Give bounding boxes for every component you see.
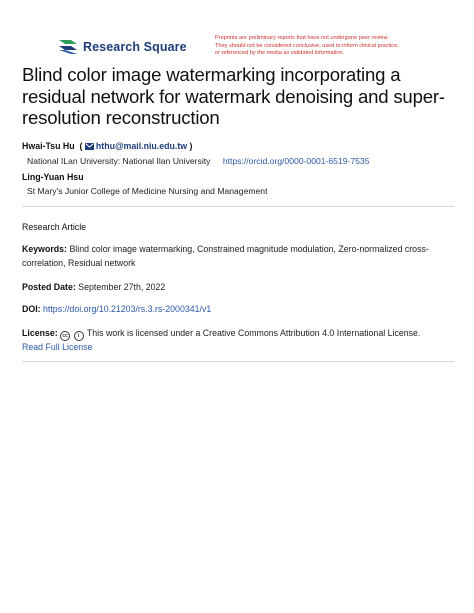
keywords-value: Blind color image watermarking, Constrained magnitude modulation, Zero-normalized cross-correlation, Residual network	[22, 244, 429, 268]
email-close-paren: )	[189, 141, 193, 151]
doi-row	[22, 303, 452, 317]
keywords-row	[22, 243, 452, 270]
doi-link[interactable]: https://doi.org/10.21203/rs.3.rs-2000341/v1	[43, 304, 212, 314]
disclaimer-line: They should not be considered conclusive, used to inform clinical practice,	[215, 42, 399, 49]
disclaimer-line: Preprints are preliminary reports that have not undergone peer review.	[215, 35, 389, 41]
orcid-link[interactable]: https://orcid.org/0000-0001-6519-7535	[222, 156, 370, 166]
posted-date-row	[22, 281, 452, 295]
license-text: This work is licensed under a Creative Commons Attribution 4.0 International License.	[86, 328, 421, 338]
section-divider	[22, 361, 454, 362]
author-affiliation	[27, 186, 267, 196]
attribution-icon: i	[74, 331, 84, 341]
author-hwai-tsu-hu	[22, 141, 192, 151]
keywords-label: Keywords:	[22, 244, 67, 254]
posted-date-label: Posted Date:	[22, 282, 76, 292]
license-row	[22, 327, 452, 355]
article-type: Research Article	[22, 222, 87, 232]
creative-commons-icon: cc	[60, 331, 70, 341]
research-square-logo[interactable]	[57, 38, 187, 56]
affiliation-text: St Mary's Junior College of Medicine Nursing and Management	[27, 186, 268, 196]
posted-date-value: September 27th, 2022	[78, 282, 166, 292]
paper-title: Blind color image watermarking incorporating a residual network for watermark denoising and super-resolution reconstruction	[22, 64, 445, 128]
email-open-paren: (	[79, 141, 83, 151]
author-ling-yuan-hsu	[22, 172, 84, 182]
disclaimer-line: or referenced by the media as validated information.	[215, 50, 345, 57]
author-affiliation	[27, 156, 370, 166]
author-name: Ling-Yuan Hsu	[22, 172, 84, 182]
read-full-license-link[interactable]: Read Full License	[22, 342, 93, 352]
affiliation-text: National ILan University: National Ilan University	[27, 156, 211, 166]
author-name: Hwai-Tsu Hu	[22, 141, 75, 151]
logo-text: Research Square	[83, 40, 187, 54]
research-square-logo-icon	[57, 38, 79, 56]
doi-label: DOI:	[22, 304, 41, 314]
envelope-icon	[85, 143, 94, 150]
license-label: License:	[22, 328, 58, 338]
preprint-disclaimer	[215, 35, 465, 58]
author-email-link[interactable]: hthu@mail.niu.edu.tw	[95, 141, 188, 151]
section-divider	[22, 206, 454, 207]
